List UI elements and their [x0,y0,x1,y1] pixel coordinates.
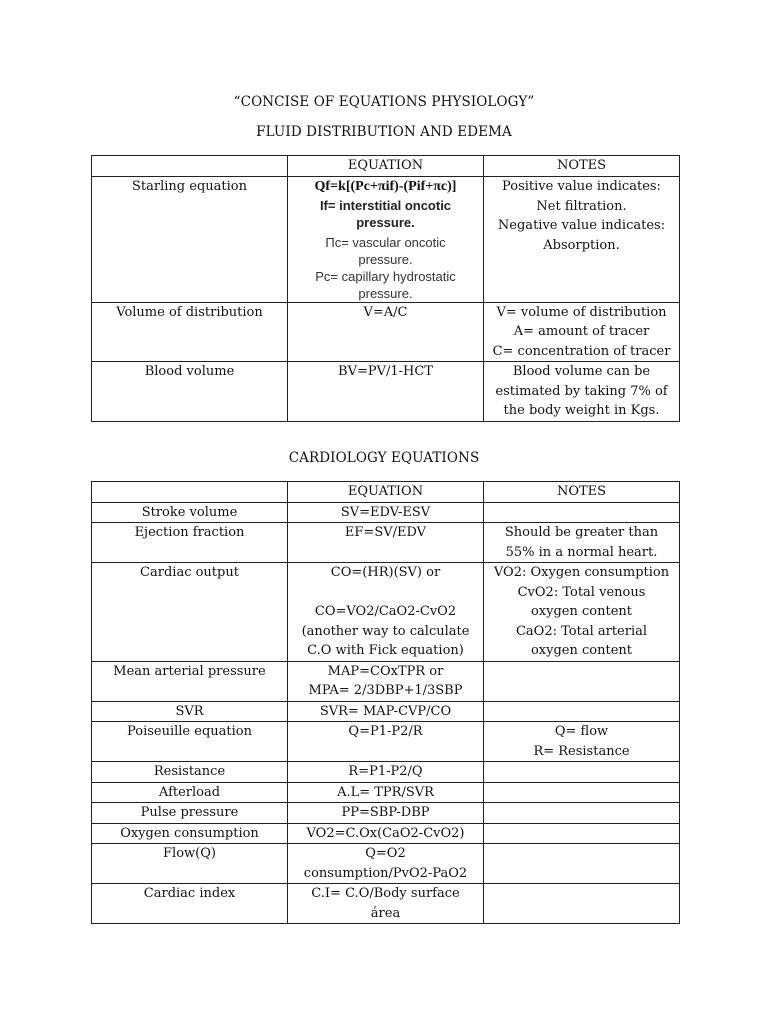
row-equation: Q=O2 consumption/PvO2-PaO2 [288,844,484,884]
header-cell-blank [92,156,288,177]
row-name: Oxygen consumption [92,823,288,844]
starling-equation-cell [288,177,484,303]
header-cell-equation: EQUATION [288,156,484,177]
row-equation: MAP=COxTPR or MPA= 2/3DBP+1/3SBP [288,661,484,701]
header-cell-notes: NOTES [484,156,680,177]
row-notes: Blood volume can be estimated by taking 7% of the body weight in Kgs. [484,362,680,422]
row-equation: A.L= TPR/SVR [288,782,484,803]
row-name: Volume of distribution [92,302,288,362]
row-name: Resistance [92,762,288,783]
table-row [92,502,680,523]
row-notes: Positive value indicates: Net filtration. Negative value indicates: Absorption. [484,177,680,303]
table-header-row [92,156,680,177]
row-notes [484,823,680,844]
row-notes [484,884,680,924]
pc-definition: Pc= capillary hydrostatic pressure. [315,268,456,301]
row-notes: VO2: Oxygen consumption CvO2: Total venous oxygen content CaO2: Total arterial oxygen content [484,563,680,662]
table-row [92,782,680,803]
row-equation: EF=SV/EDV [288,523,484,563]
row-name: Ejection fraction [92,523,288,563]
row-notes [484,701,680,722]
pic-definition: Πc= vascular oncotic pressure. [325,234,446,267]
table-row [92,523,680,563]
fluid-distribution-table [91,155,680,422]
row-equation: Q=P1-P2/R [288,722,484,762]
cardiology-table [91,481,680,924]
row-name: SVR [92,701,288,722]
row-name: Cardiac index [92,884,288,924]
row-name: Pulse pressure [92,803,288,824]
row-equation: SV=EDV-ESV [288,502,484,523]
row-equation: BV=PV/1-HCT [288,362,484,422]
row-notes [484,661,680,701]
row-notes: Should be greater than 55% in a normal heart. [484,523,680,563]
row-name: Cardiac output [92,563,288,662]
starling-formula: Qf=k[(Pc+πif)-(Pif+πc)] [314,179,457,194]
table-row [92,177,680,303]
if-definition: If= interstitial oncotic pressure. [319,197,452,230]
header-cell-notes: NOTES [484,482,680,503]
row-name: Starling equation [92,177,288,303]
row-notes [484,844,680,884]
row-name: Flow(Q) [92,844,288,884]
row-notes [484,502,680,523]
document-title: “CONCISE OF EQUATIONS PHYSIOLOGY” [233,94,535,110]
table-row [92,803,680,824]
header-cell-equation: EQUATION [288,482,484,503]
table-row [92,302,680,362]
row-equation: CO=(HR)(SV) or CO=VO2/CaO2-CvO2 (another way to calculate C.O with Fick equation) [288,563,484,662]
table-row [92,844,680,884]
row-notes [484,803,680,824]
table-row [92,563,680,662]
row-equation: C.I= C.O/Body surface área [288,884,484,924]
row-notes: Q= flow R= Resistance [484,722,680,762]
section-title-fluid: FLUID DISTRIBUTION AND EDEMA [256,124,512,140]
table-row [92,762,680,783]
row-name: Mean arterial pressure [92,661,288,701]
header-cell-blank [92,482,288,503]
section-title-cardiology: CARDIOLOGY EQUATIONS [288,450,480,466]
row-equation: SVR= MAP-CVP/CO [288,701,484,722]
table-row [92,722,680,762]
table-row [92,362,680,422]
row-name: Blood volume [92,362,288,422]
row-equation: V=A/C [288,302,484,362]
table-row [92,884,680,924]
row-equation: R=P1-P2/Q [288,762,484,783]
table-header-row [92,482,680,503]
table-row [92,701,680,722]
row-equation: PP=SBP-DBP [288,803,484,824]
table-row [92,823,680,844]
row-name: Stroke volume [92,502,288,523]
table-row [92,661,680,701]
row-notes [484,782,680,803]
row-equation: VO2=C.Ox(CaO2-CvO2) [288,823,484,844]
row-name: Poiseuille equation [92,722,288,762]
row-notes: V= volume of distribution A= amount of tracer C= concentration of tracer [484,302,680,362]
row-name: Afterload [92,782,288,803]
row-notes [484,762,680,783]
